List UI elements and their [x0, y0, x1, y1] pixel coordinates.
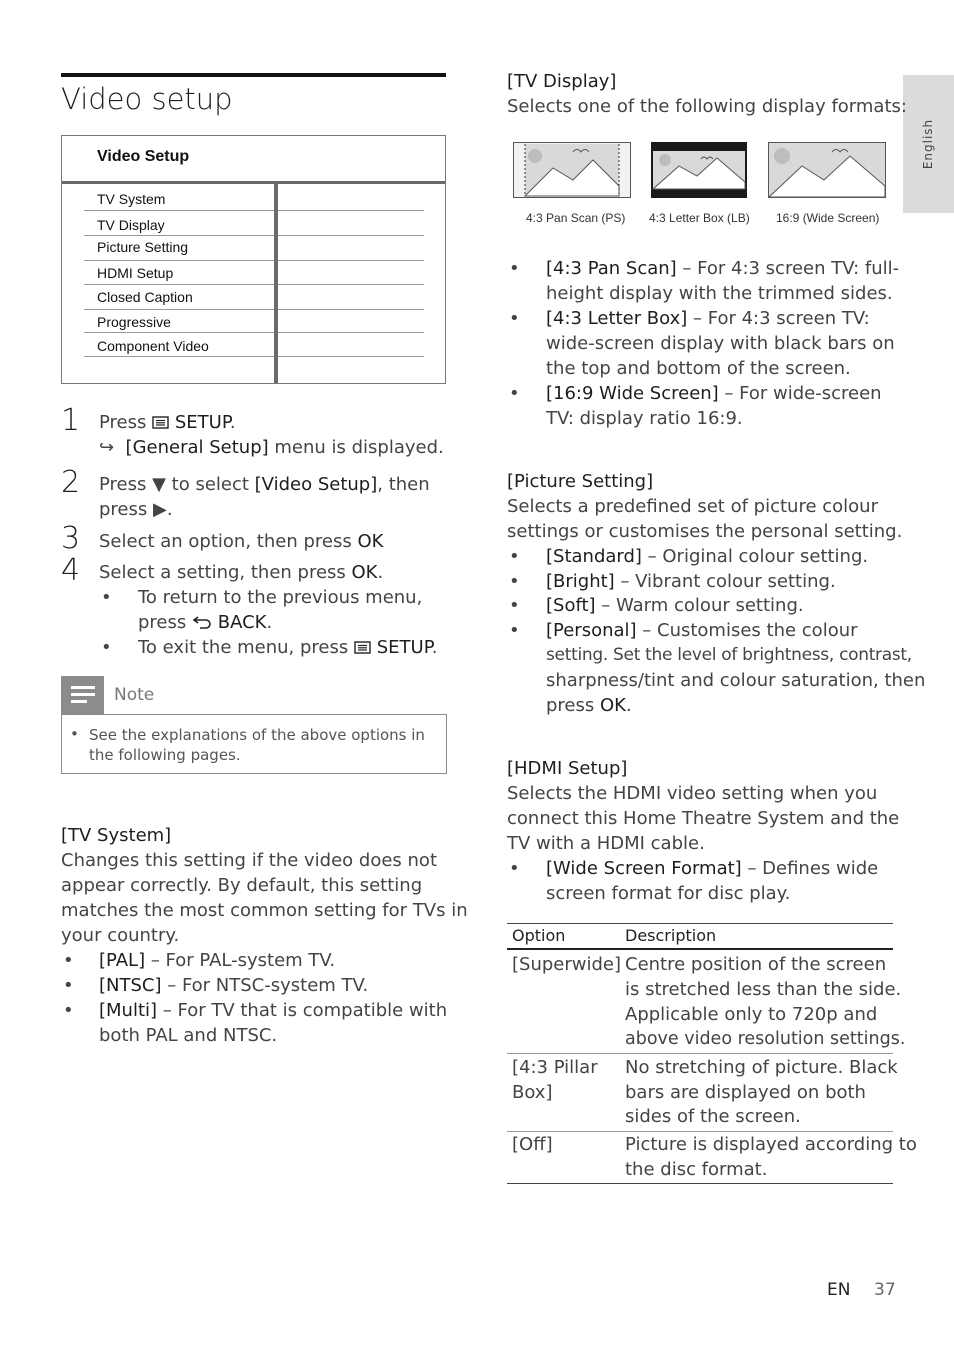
- table-header-rule: [507, 948, 893, 950]
- tv-display-letter-box: [4:3 Letter Box] – For 4:3 screen TV:: [546, 308, 870, 329]
- table-row-pillar-option-2: Box]: [512, 1082, 553, 1103]
- setup-icon: [152, 416, 169, 429]
- osd-divider: [62, 181, 445, 184]
- step-4-text: Select a setting, then press OK.: [99, 562, 384, 583]
- hdmi-wide-screen-format: [Wide Screen Format] – Defines wide: [546, 858, 879, 879]
- wide-screen-illustration: [768, 142, 886, 198]
- wide-screen-caption: 16:9 (Wide Screen): [776, 211, 880, 225]
- step-1-result: ↪ [General Setup] menu is displayed.: [99, 437, 444, 458]
- table-row-superwide-desc-3: Applicable only to 720p and: [625, 1004, 878, 1025]
- page-title: Video setup: [61, 82, 233, 116]
- result-arrow-icon: ↪: [99, 437, 115, 458]
- picture-personal-cont-2: sharpness/tint and colour saturation, then: [546, 670, 926, 691]
- hdmi-desc-2: connect this Home Theatre System and the: [507, 808, 900, 829]
- hdmi-wide-screen-format-cont: screen format for disc play.: [546, 883, 791, 904]
- tv-system-ntsc: [NTSC] – For NTSC-system TV.: [99, 975, 369, 996]
- tv-system-heading: [TV System]: [61, 825, 172, 846]
- tv-system-multi-cont: both PAL and NTSC.: [99, 1025, 278, 1046]
- picture-personal-cont-1: setting. Set the level of brightness, contrast,: [546, 645, 912, 665]
- tv-display-wide-screen: [16:9 Wide Screen] – For wide-screen: [546, 383, 882, 404]
- tv-display-heading: [TV Display]: [507, 71, 617, 92]
- video-setup-menu-illustration: [61, 135, 446, 384]
- hdmi-setup-heading: [HDMI Setup]: [507, 758, 628, 779]
- table-row-pillar-desc-1: No stretching of picture. Black: [625, 1057, 898, 1078]
- osd-item-tv-display: TV Display: [97, 217, 165, 233]
- pan-scan-illustration: [513, 142, 631, 198]
- setup-icon: [354, 641, 371, 654]
- table-row-pillar-desc-3: sides of the screen.: [625, 1106, 801, 1127]
- table-row-superwide-desc-2: is stretched less than the side.: [625, 979, 902, 1000]
- step-4-number: 4: [61, 553, 81, 588]
- page-number: 37: [874, 1280, 896, 1300]
- hdmi-desc-1: Selects the HDMI video setting when you: [507, 783, 878, 804]
- picture-setting-desc-2: settings or customises the personal setting.: [507, 521, 903, 542]
- table-row-pillar-option-1: [4:3 Pillar: [512, 1057, 598, 1078]
- table-bottom-rule: [507, 1183, 893, 1184]
- note-icon: [61, 676, 104, 714]
- osd-item-component-video: Component Video: [97, 338, 209, 354]
- table-row-pillar-desc-2: bars are displayed on both: [625, 1082, 866, 1103]
- tv-system-pal: [PAL] – For PAL-system TV.: [99, 950, 336, 971]
- picture-setting-desc-1: Selects a predefined set of picture colour: [507, 496, 878, 517]
- tv-system-desc-3: matches the most common setting for TVs in: [61, 900, 468, 921]
- table-top-rule: [507, 923, 893, 924]
- picture-personal-cont-3: press OK.: [546, 695, 632, 716]
- osd-item-tv-system: TV System: [97, 191, 166, 207]
- tv-display-pan-scan-cont: height display with the trimmed sides.: [546, 283, 893, 304]
- osd-item-closed-caption: Closed Caption: [97, 289, 193, 305]
- table-row-superwide-option: [Superwide]: [512, 954, 622, 975]
- tv-system-multi: [Multi] – For TV that is compatible with: [99, 1000, 448, 1021]
- osd-item-hdmi-setup: HDMI Setup: [97, 265, 174, 281]
- table-row-off-desc-1: Picture is displayed according to: [625, 1134, 917, 1155]
- tv-display-desc: Selects one of the following display formats:: [507, 96, 907, 117]
- picture-setting-heading: [Picture Setting]: [507, 471, 654, 492]
- table-header-option: Option: [512, 926, 566, 945]
- table-row-off-desc-2: the disc format.: [625, 1159, 768, 1180]
- footer-language: EN: [827, 1280, 851, 1300]
- osd-item-progressive: Progressive: [97, 314, 171, 330]
- letter-box-illustration: [651, 142, 747, 198]
- letter-box-caption: 4:3 Letter Box (LB): [649, 211, 750, 225]
- table-row-superwide-desc-1: Centre position of the screen: [625, 954, 887, 975]
- tv-display-letter-box-cont: wide-screen display with black bars on: [546, 333, 895, 354]
- back-icon: [192, 616, 212, 629]
- step-2-text: Press ▼ to select [Video Setup], then: [99, 474, 430, 495]
- pan-scan-caption: 4:3 Pan Scan (PS): [526, 211, 626, 225]
- tv-system-desc-4: your country.: [61, 925, 180, 946]
- step-2-number: 2: [61, 465, 81, 500]
- step-4-bullet-1: To return to the previous menu,: [138, 587, 423, 608]
- tv-system-desc-1: Changes this setting if the video does not: [61, 850, 438, 871]
- picture-bright: [Bright] – Vibrant colour setting.: [546, 571, 836, 592]
- note-text: See the explanations of the above options in the following pages.: [89, 726, 425, 764]
- tv-display-letter-box-cont-2: the top and bottom of the screen.: [546, 358, 851, 379]
- language-tab-label: English: [921, 118, 936, 170]
- tv-display-pan-scan: [4:3 Pan Scan] – For 4:3 screen TV: full-: [546, 258, 900, 279]
- osd-header: Video Setup: [97, 148, 190, 165]
- language-tab: [903, 75, 954, 213]
- step-4-bullet-2: To exit the menu, press SETUP.: [138, 637, 438, 658]
- step-4-bullet-1-cont: press BACK.: [138, 612, 273, 633]
- table-header-description: Description: [625, 926, 717, 945]
- title-rule: [61, 73, 446, 77]
- note-box: • See the explanations of the above options in the following pages.: [61, 714, 447, 774]
- picture-soft: [Soft] – Warm colour setting.: [546, 595, 804, 616]
- table-row-superwide-desc-4: above video resolution settings.: [625, 1029, 906, 1049]
- tv-display-wide-screen-cont: TV: display ratio 16:9.: [546, 408, 743, 429]
- step-3-text: Select an option, then press OK: [99, 531, 384, 552]
- step-2-text-cont: press ▶.: [99, 499, 173, 520]
- picture-standard: [Standard] – Original colour setting.: [546, 546, 869, 567]
- step-3-number: 3: [61, 521, 81, 556]
- table-row-off-option: [Off]: [512, 1134, 553, 1155]
- step-1-number: 1: [61, 403, 81, 438]
- note-label: Note: [114, 685, 155, 705]
- step-1-text: Press SETUP.: [99, 412, 236, 433]
- osd-item-picture-setting: Picture Setting: [97, 239, 189, 255]
- picture-personal: [Personal] – Customises the colour: [546, 620, 858, 641]
- hdmi-desc-3: TV with a HDMI cable.: [507, 833, 705, 854]
- tv-system-desc-2: appear correctly. By default, this setting: [61, 875, 423, 896]
